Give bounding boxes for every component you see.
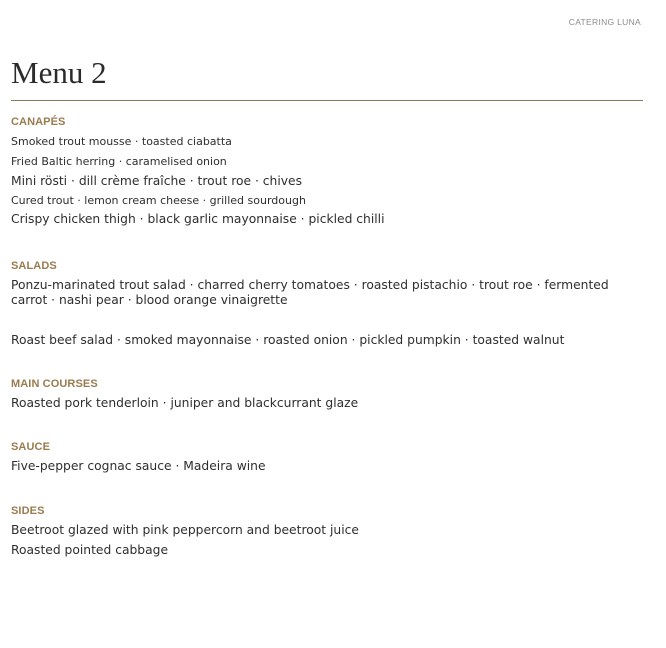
section-main-courses [11, 377, 643, 411]
title-divider [11, 100, 643, 101]
menu-item: Roasted pork tenderloin · juniper and blackcurrant glaze [11, 396, 359, 410]
menu-item: Roasted pointed cabbage [11, 543, 169, 557]
menu-item: Mini rösti · dill crème fraîche · trout roe · chives [11, 174, 303, 188]
section-canapes [11, 115, 643, 227]
menu-item: Fried Baltic herring · caramelised onion [11, 155, 227, 168]
menu-item: Five-pepper cognac sauce · Madeira wine [11, 459, 266, 473]
menu-item: Roast beef salad · smoked mayonnaise · roasted onion · pickled pumpkin · toasted walnut [11, 333, 565, 347]
section-heading: SALADS [11, 260, 57, 272]
section-heading: CANAPÉS [11, 116, 66, 128]
section-sauce [11, 440, 643, 474]
menu-item: Crispy chicken thigh · black garlic mayonnaise · pickled chilli [11, 212, 385, 226]
section-heading: MAIN COURSES [11, 378, 98, 390]
menu-item: Beetroot glazed with pink peppercorn and beetroot juice [11, 523, 359, 537]
menu-item: Cured trout · lemon cream cheese · grilled sourdough [11, 194, 306, 207]
section-heading: SAUCE [11, 441, 51, 453]
menu-item: Smoked trout mousse · toasted ciabatta [11, 135, 232, 148]
section-heading: SIDES [11, 505, 45, 517]
page-title: Menu 2 [11, 55, 107, 90]
brand-name: CATERING LUNA [568, 17, 641, 27]
section-sides [11, 504, 643, 558]
menu-item: Ponzu-marinated trout salad · charred cherry tomatoes · roasted pistachio · trout roe · fermented carrot · nashi pear · blood orange vinaigrette [11, 278, 609, 307]
section-salads [11, 259, 643, 348]
